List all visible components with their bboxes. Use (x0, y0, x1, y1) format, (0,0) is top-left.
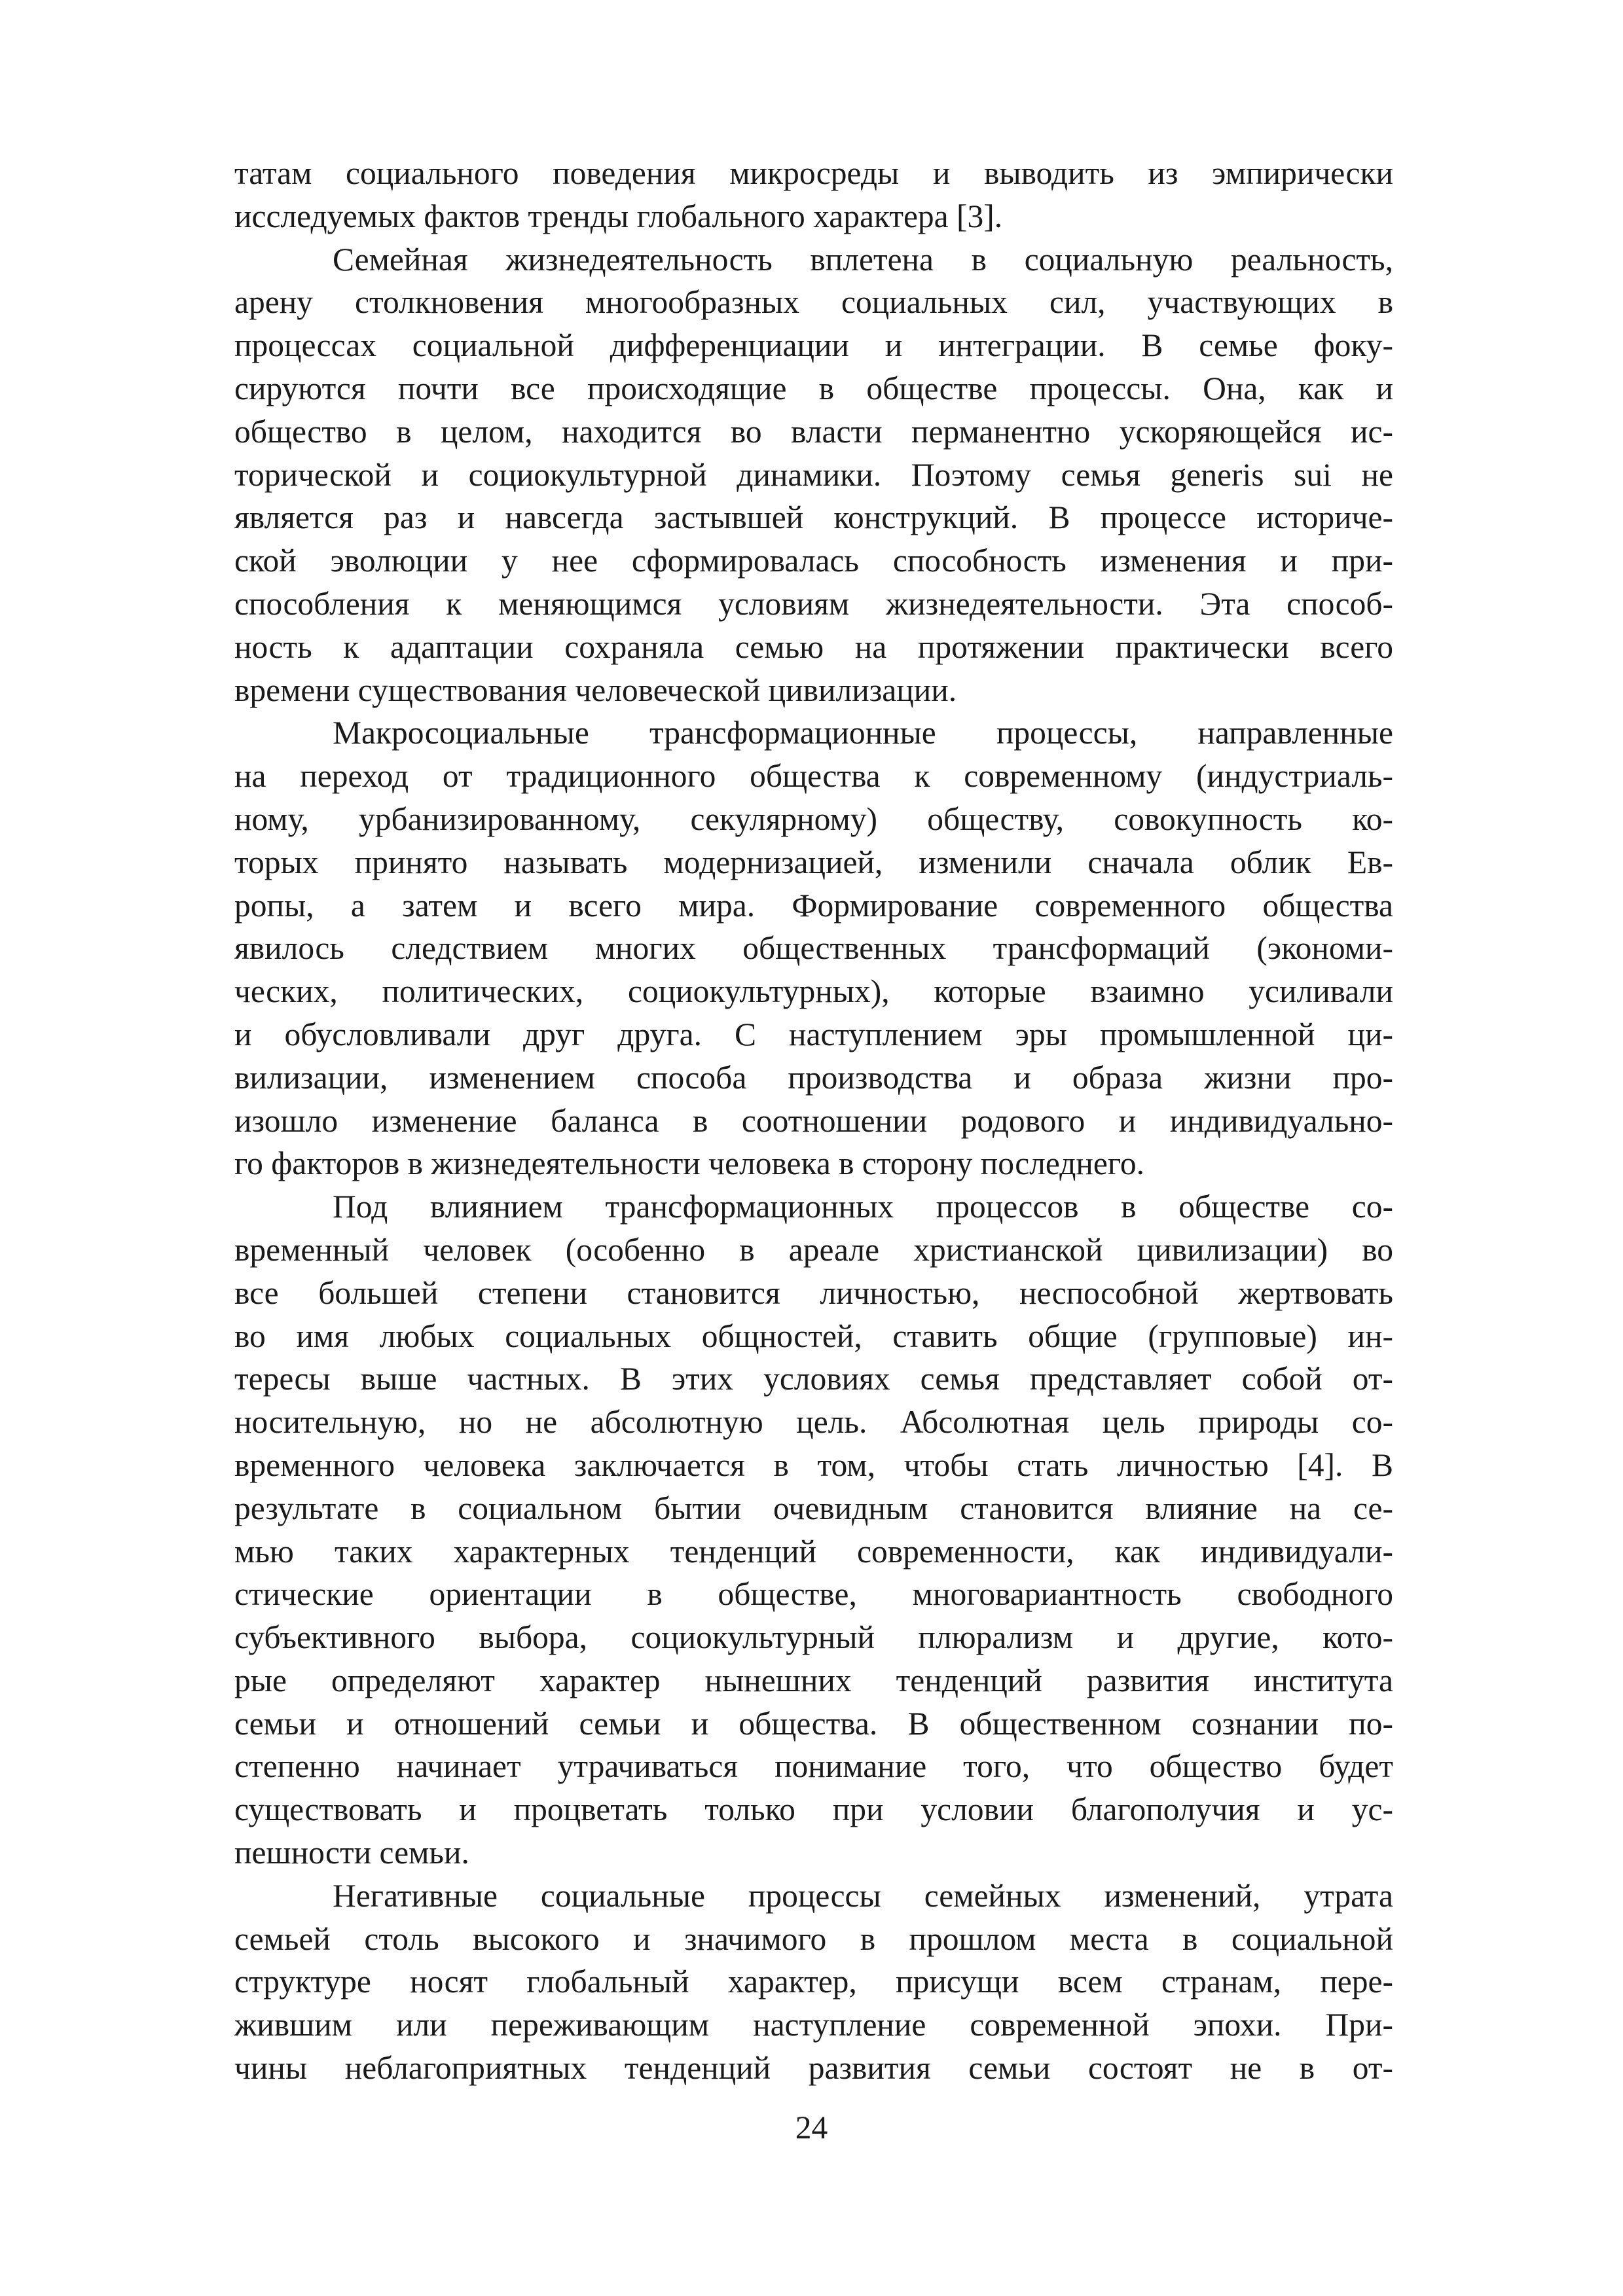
text-line: семьей столь высокого и значимого в прошлом места в социальной (234, 1920, 1393, 1957)
text-line: результате в социальном бытии очевидным становится влияние на се- (234, 1490, 1393, 1526)
text-line: общество в целом, находится во власти перманентно ускоряющейся ис- (234, 413, 1393, 450)
text-line: Негативные социальные процессы семейных изменений, утрата (333, 1877, 1393, 1914)
text-line: способления к меняющимся условиям жизнедеятельности. Эта способ- (234, 585, 1393, 622)
text-line: ропы, а затем и всего мира. Формирование современного общества (234, 887, 1393, 924)
text-line: арену столкновения многообразных социальных сил, участвующих в (234, 284, 1393, 321)
text-line: на переход от традиционного общества к современному (индустриаль- (234, 758, 1393, 795)
text-line: ческих, политических, социокультурных), которые взаимно усиливали (234, 973, 1393, 1010)
text-line: временный человек (особенно в ареале христианской цивилизации) во (234, 1231, 1393, 1268)
text-line: во имя любых социальных общностей, ставить общие (групповые) ин- (234, 1318, 1393, 1354)
paragraph (234, 238, 1393, 712)
text-line: торической и социокультурной динамики. Поэтому семья generis sui не (234, 456, 1393, 493)
text-line: рые определяют характер нынешних тенденций развития института (234, 1662, 1393, 1698)
text-line: и обусловливали друг друга. С наступлением эры промышленной ци- (234, 1016, 1393, 1052)
text-line: торых принято называть модернизацией, изменили сначала облик Ев- (234, 844, 1393, 880)
text-line: сируются почти все происходящие в обществе процессы. Она, как и (234, 370, 1393, 406)
text-line: Семейная жизнедеятельность вплетена в социальную реальность, (333, 241, 1393, 278)
text-line: стические ориентации в обществе, многовариантность свободного (234, 1576, 1393, 1613)
text-line: степенно начинает утрачиваться понимание того, что общество будет (234, 1748, 1393, 1785)
text-line: семьи и отношений семьи и общества. В общественном сознании по- (234, 1705, 1393, 1742)
text-line: ному, урбанизированному, секулярному) обществу, совокупность ко- (234, 800, 1393, 837)
text-line: ность к адаптации сохраняла семью на протяжении практически всего (234, 628, 1393, 665)
paragraph (234, 1874, 1393, 2090)
text-line: временного человека заключается в том, чтобы стать личностью [4]. В (234, 1446, 1393, 1483)
text-line: изошло изменение баланса в соотношении родового и индивидуально- (234, 1102, 1393, 1139)
page-number: 24 (795, 2109, 828, 2145)
paragraph (234, 711, 1393, 1185)
text-line: вилизации, изменением способа производства и образа жизни про- (234, 1059, 1393, 1096)
body-text (234, 152, 1393, 2090)
text-line: структуре носят глобальный характер, присущи всем странам, пере- (234, 1964, 1393, 2000)
text-line: тересы выше частных. В этих условиях семья представляет собой от- (234, 1361, 1393, 1397)
text-line: Под влиянием трансформационных процессов в обществе со- (333, 1189, 1393, 1225)
text-line: все большей степени становится личностью, неспособной жертвовать (234, 1274, 1393, 1311)
text-line: времени существования человеческой цивилизации. (234, 672, 957, 708)
text-line: явилось следствием многих общественных трансформаций (экономи- (234, 930, 1393, 967)
text-line: пешности семьи. (234, 1835, 469, 1871)
text-line: ской эволюции у нее сформировалась способность изменения и при- (234, 543, 1393, 579)
text-line: носительную, но не абсолютную цель. Абсолютная цель природы со- (234, 1404, 1393, 1441)
text-line: чины неблагоприятных тенденций развития семьи состоят не в от- (234, 2050, 1393, 2087)
text-line: исследуемых фактов тренды глобального характера [3]. (234, 198, 1003, 234)
text-line: процессах социальной дифференциации и интеграции. В семье фоку- (234, 327, 1393, 364)
text-line: мью таких характерных тенденций современности, как индивидуали- (234, 1533, 1393, 1570)
text-line: жившим или переживающим наступление современной эпохи. При- (234, 2007, 1393, 2043)
paragraph (234, 1185, 1393, 1874)
text-line: субъективного выбора, социокультурный плюрализм и другие, кото- (234, 1619, 1393, 1656)
text-line: является раз и навсегда застывшей конструкций. В процессе историче- (234, 499, 1393, 536)
text-line: татам социального поведения микросреды и выводить из эмпирически (234, 155, 1393, 191)
text-line: Макросоциальные трансформационные процессы, направленные (333, 715, 1393, 751)
paragraph (234, 152, 1393, 238)
text-line: существовать и процветать только при условии благополучия и ус- (234, 1791, 1393, 1828)
text-line: го факторов в жизнедеятельности человека в сторону последнего. (234, 1145, 1145, 1182)
